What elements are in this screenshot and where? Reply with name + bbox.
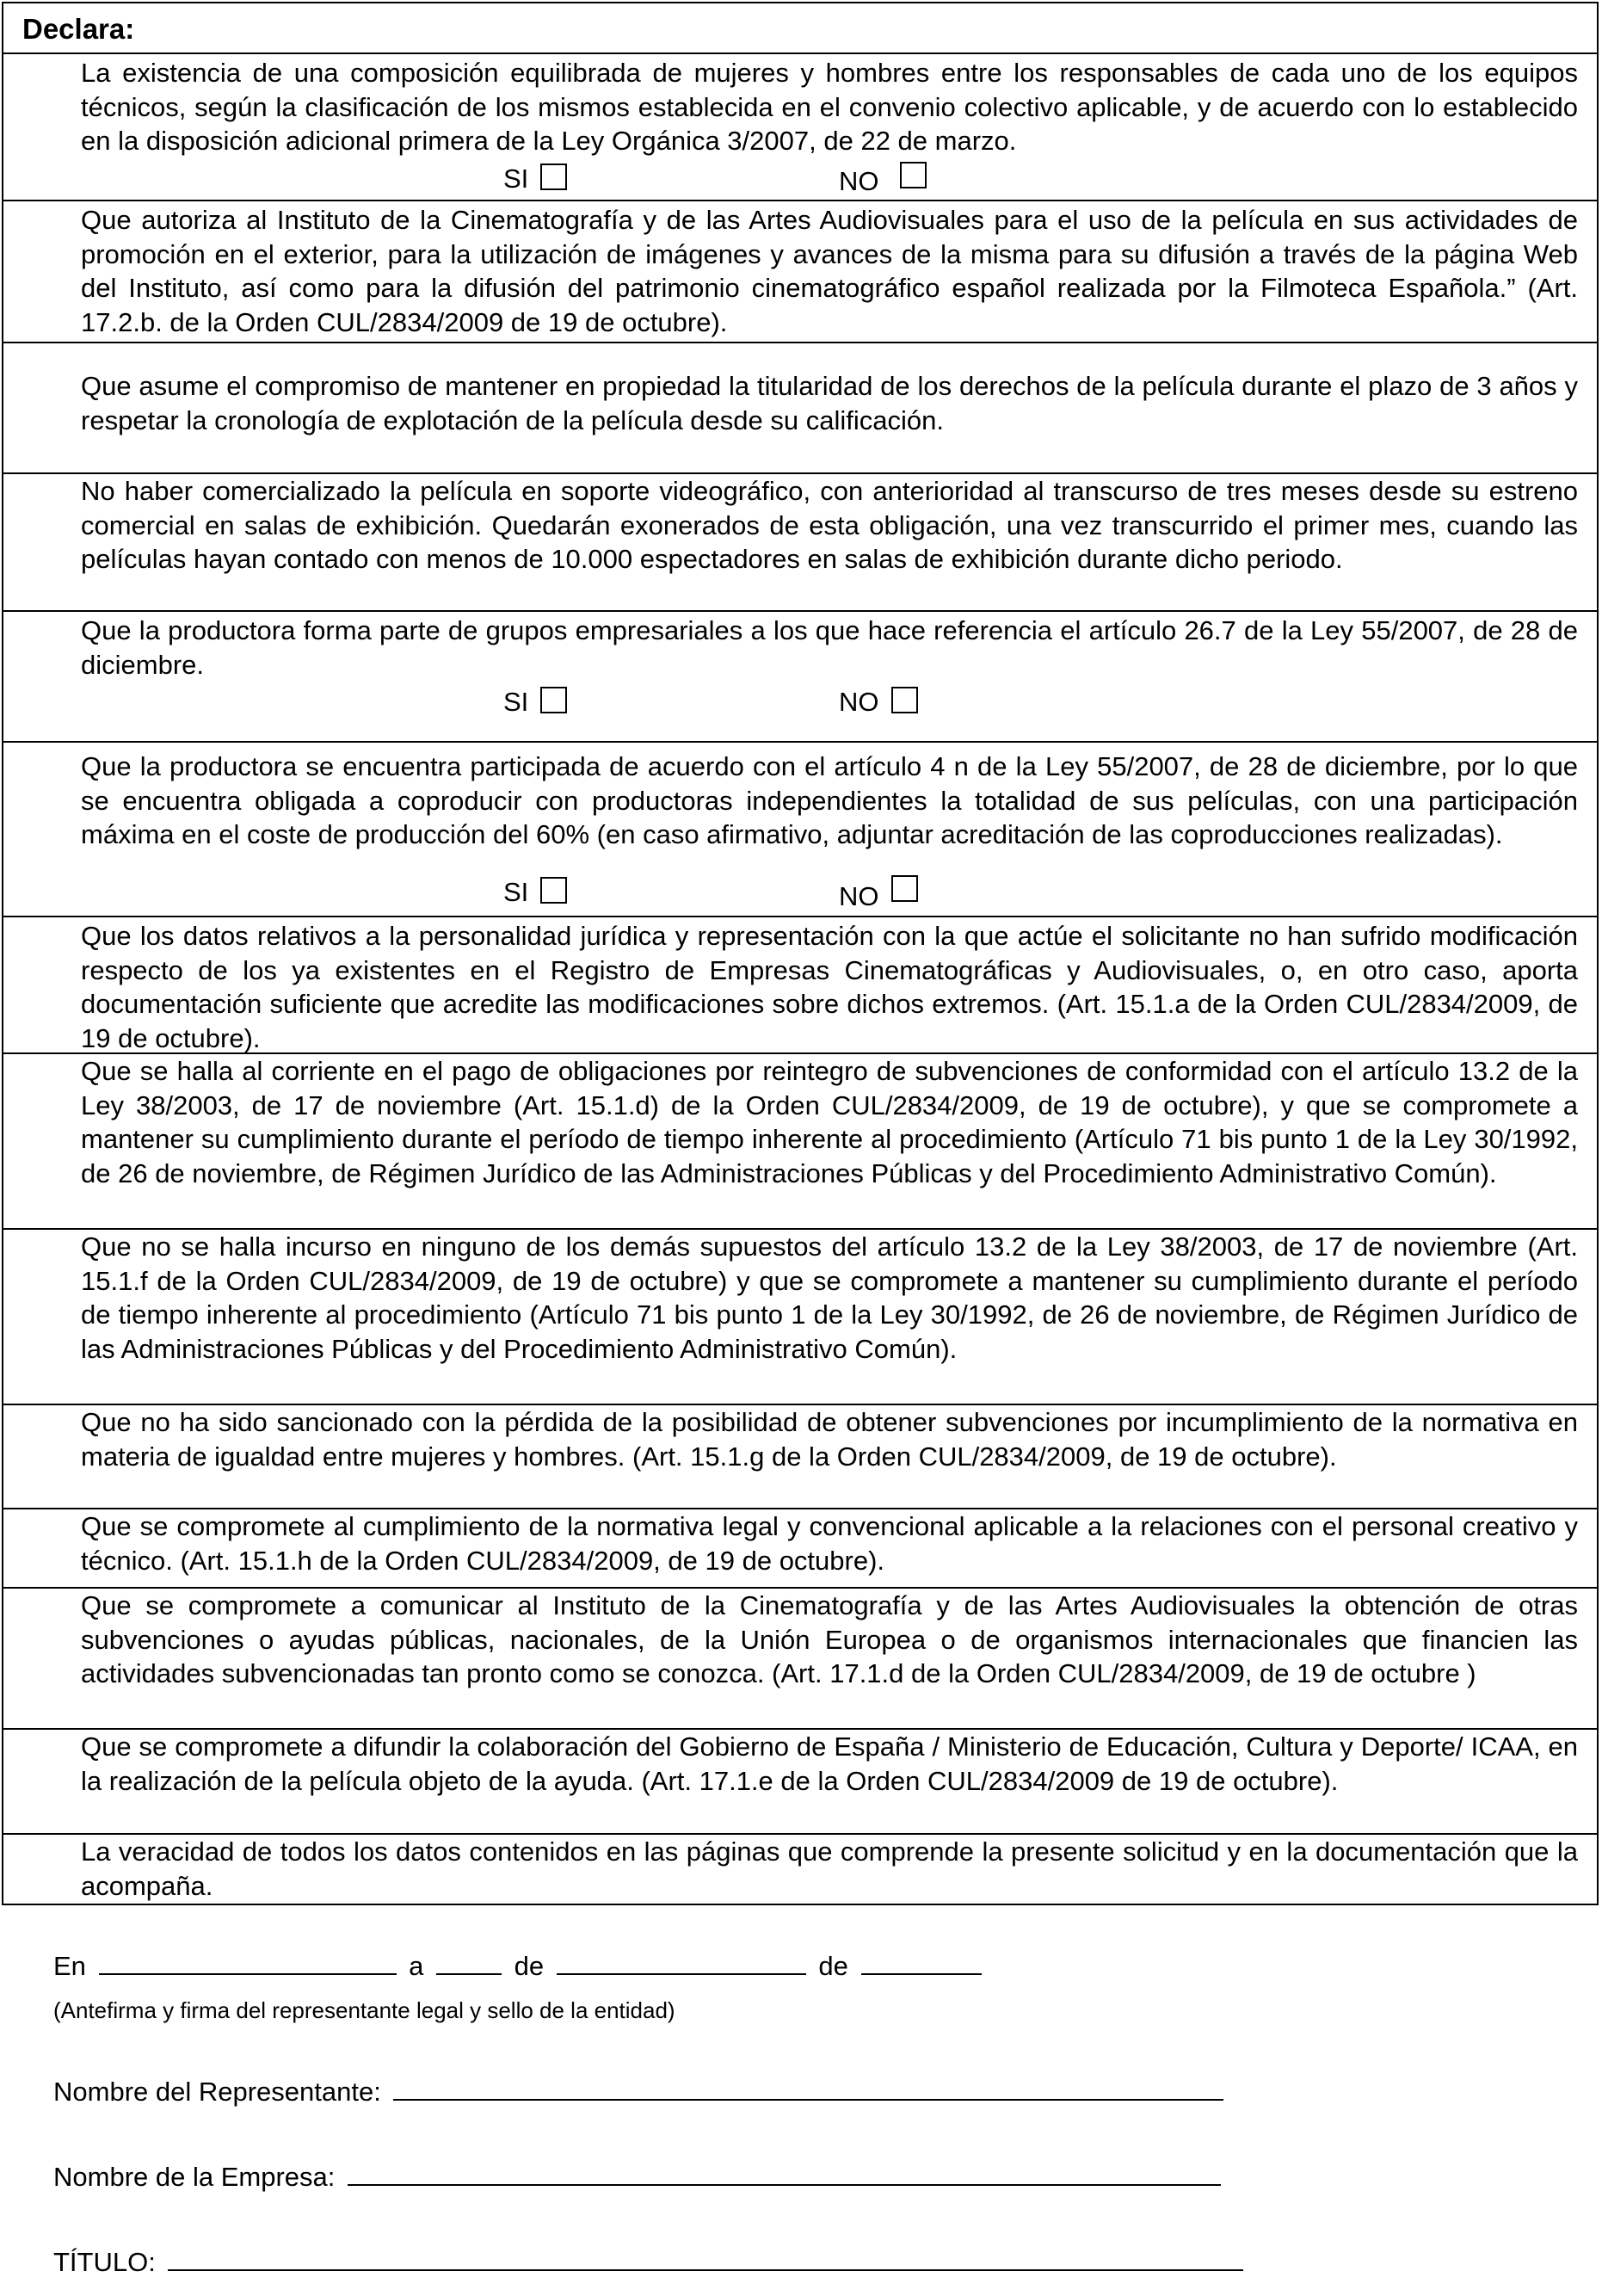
yes-no-choice [3, 685, 1597, 719]
yes-option[interactable] [503, 875, 567, 910]
yes-label: SI [503, 877, 529, 907]
yes-checkbox[interactable] [540, 687, 567, 713]
declaration-text: Que la productora forma parte de grupos empresariales a los que hace referencia el artículo 26.7 de la Ley 55/2007, de 28 de diciembre. [81, 615, 1578, 680]
declaration-heading: Declara: [22, 13, 135, 45]
declaration-row-legal-personality [3, 916, 1597, 1052]
year-prefix: de [818, 1951, 848, 1981]
declaration-row-truthfulness [3, 1833, 1597, 1904]
declaration-row-other-subsidies [3, 1587, 1597, 1728]
yes-no-choice [3, 875, 1597, 910]
yes-option[interactable] [503, 162, 567, 196]
declaration-text: Que se halla al corriente en el pago de obligaciones por reintegro de subvenciones de conformidad con el artículo 13.2 de la Ley 38/2003, de 17 de noviembre (Art. 15.1.d) de la Orden CUL/2834/2009, de 19 de octubre), y que se compromete a mantener su cumplimiento durante el período de tiempo inherente al procedimiento (Artículo 71 bis punto 1 de la Ley 30/1992, de 26 de noviembre, de Régimen Jurídico de las Administraciones Públicas y del Procedimiento Administrativo Común). [81, 1056, 1578, 1188]
date-place-line [53, 1949, 982, 1983]
declaration-form [2, 2, 1599, 1905]
declaration-row-video-commercialization [3, 472, 1597, 610]
declaration-text: Que los datos relativos a la personalidad jurídica y representación con la que actúe el solicitante no han sufrido modificación respecto de los ya existentes en el Registro de Empresas Cinematográficas y Audiovisuales, o, en otro caso, aporta documentación suficiente que acredite las modificaciones sobre dichos extremos. (Art. 15.1.a de la Orden CUL/2834/2009, de 19 de octubre). [81, 921, 1578, 1053]
declaration-text: La veracidad de todos los datos contenidos en las páginas que comprende la presente solicitud y en la documentación que la acompaña. [81, 1836, 1578, 1901]
declaration-text: Que no ha sido sancionado con la pérdida de la posibilidad de obtener subvenciones por incumplimiento de la normativa en materia de igualdad entre mujeres y hombres. (Art. 15.1.g de la Orden CUL/2834/2009, de 19 de octubre). [81, 1407, 1578, 1472]
declaration-row-reimbursement-obligations [3, 1052, 1597, 1228]
company-name-field[interactable] [348, 2160, 1221, 2186]
yes-checkbox[interactable] [540, 877, 567, 904]
declaration-row-labor-regulations [3, 1508, 1597, 1587]
declaration-text: La existencia de una composición equilibrada de mujeres y hombres entre los responsables de cada uno de los equipos técnicos, según la clasificación de los mismos establecida en el convenio colectivo aplicable, y de acuerdo con lo establecido en la disposición adicional primera de la Ley Orgánica 3/2007, de 22 de marzo. [81, 58, 1578, 156]
place-prefix: En [53, 1951, 86, 1981]
representative-label: Nombre del Representante: [53, 2077, 381, 2107]
declaration-text: Que la productora se encuentra participada de acuerdo con el artículo 4 n de la Ley 55/2007, de 28 de diciembre, por lo que se encuentra obligada a coproducir con productoras independientes la totalidad de sus películas, con una participación máxima en el coste de producción del 60% (en caso afirmativo, adjuntar acreditación de las coproducciones realizadas). [81, 751, 1578, 849]
no-option[interactable] [839, 162, 927, 199]
declaration-row-dissemination [3, 1728, 1597, 1833]
month-field[interactable] [557, 1949, 806, 1975]
day-field[interactable] [436, 1949, 502, 1975]
no-option[interactable] [839, 685, 918, 719]
yes-checkbox[interactable] [540, 164, 567, 190]
declaration-row-coproduction [3, 741, 1597, 916]
day-prefix: a [409, 1951, 424, 1981]
declaration-text: Que no se halla incurso en ninguno de los demás supuestos del artículo 13.2 de la Ley 38/2003, de 17 de noviembre (Art. 15.1.f de la Orden CUL/2834/2009, de 19 de octubre) y que se compromete a mantener su cumplimiento durante el período de tiempo inherente al procedimiento (Artículo 71 bis punto 1 de la Ley 30/1992, de 26 de noviembre, de Régimen Jurídico de las Administraciones Públicas y del Procedimiento Administrativo Común). [81, 1231, 1578, 1364]
title-line [53, 2245, 1243, 2279]
yes-label: SI [503, 163, 529, 194]
declaration-text: Que se compromete a difundir la colaboración del Gobierno de España / Ministerio de Educación, Cultura y Deporte/ ICAA, en la realización de la película objeto de la ayuda. (Art. 17.1.e de la Orden CUL/2834/2009 de 19 de octubre). [81, 1731, 1578, 1796]
declaration-row-equality-sanction [3, 1404, 1597, 1508]
declaration-header [3, 3, 1597, 52]
declaration-text: Que se compromete a comunicar al Instituto de la Cinematografía y de las Artes Audiovisuales la obtención de otras subvenciones o ayudas públicas, nacionales, de la Unión Europea o de organismos internacionales que financien las actividades subvencionadas tan pronto como se conozca. (Art. 17.1.d de la Orden CUL/2834/2009, de 19 de octubre ) [81, 1590, 1578, 1688]
title-field[interactable] [168, 2245, 1243, 2271]
declaration-text: Que se compromete al cumplimiento de la normativa legal y convencional aplicable a la relaciones con el personal creativo y técnico. (Art. 15.1.h de la Orden CUL/2834/2009, de 19 de octubre). [81, 1511, 1578, 1576]
year-field[interactable] [861, 1949, 982, 1975]
place-field[interactable] [99, 1949, 397, 1975]
declaration-row-business-group [3, 610, 1597, 741]
yes-no-choice [3, 162, 1597, 196]
declaration-text: No haber comercializado la película en soporte videográfico, con anterioridad al transcurso de tres meses desde su estreno comercial en salas de exhibición. Quedarán exonerados de esta obligación, una vez transcurrido el primer mes, cuando las películas hayan contado con menos de 10.000 espectadores en salas de exhibición durante dicho periodo. [81, 476, 1578, 574]
title-label: TÍTULO: [53, 2247, 156, 2277]
declaration-row-authorization [3, 200, 1597, 342]
declaration-row-gender-balance [3, 52, 1597, 200]
no-label: NO [839, 165, 879, 196]
no-label: NO [839, 881, 879, 911]
declaration-text: Que autoriza al Instituto de la Cinematografía y de las Artes Audiovisuales para el uso de la película en sus actividades de promoción en el exterior, para la utilización de imágenes y avances de la misma para su difusión a través de la página Web del Instituto, así como para la difusión del patrimonio cinematográfico español realizada por la Filmoteca Española.” (Art. 17.2.b. de la Orden CUL/2834/2009 de 19 de octubre). [81, 205, 1578, 337]
yes-option[interactable] [503, 685, 567, 719]
representative-name-field[interactable] [393, 2075, 1223, 2101]
declaration-row-rights-commitment [3, 342, 1597, 472]
yes-label: SI [503, 687, 529, 717]
no-checkbox[interactable] [891, 875, 918, 902]
no-checkbox[interactable] [900, 162, 927, 188]
declaration-row-other-cases [3, 1228, 1597, 1404]
signature-note: (Antefirma y firma del representante legal y sello de la entidad) [53, 1997, 675, 2023]
month-prefix: de [514, 1951, 545, 1981]
company-label: Nombre de la Empresa: [53, 2162, 336, 2192]
company-line [53, 2160, 1221, 2194]
no-checkbox[interactable] [891, 687, 918, 713]
declaration-text: Que asume el compromiso de mantener en propiedad la titularidad de los derechos de la película durante el plazo de 3 años y respetar la cronología de explotación de la película desde su calificación. [81, 371, 1578, 435]
no-label: NO [839, 687, 879, 717]
representative-line [53, 2075, 1223, 2108]
no-option[interactable] [839, 875, 918, 914]
